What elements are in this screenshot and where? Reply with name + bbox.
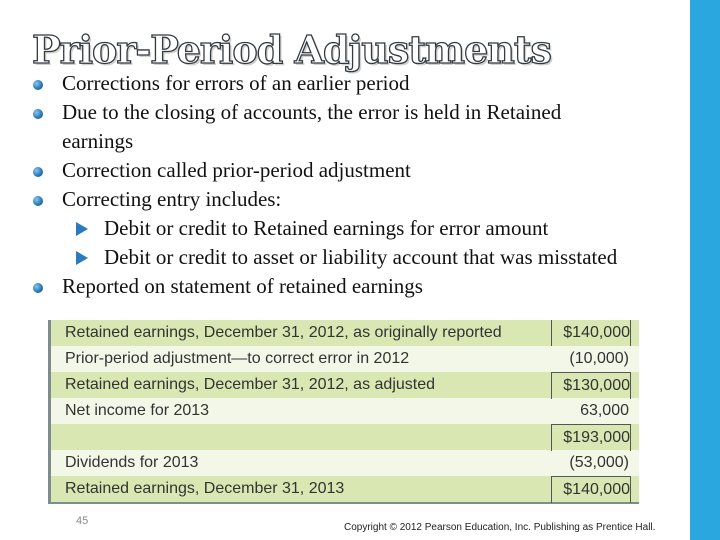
- row-amount: $140,000: [551, 476, 631, 503]
- accent-bar: [690, 0, 720, 540]
- bullet-list: [30, 69, 690, 301]
- sub-bullet-item: [30, 214, 690, 243]
- bullet-item: [30, 156, 690, 185]
- bullet-dot-icon: [33, 283, 43, 293]
- table-row: [51, 372, 639, 398]
- bullet-text: Corrections for errors of an earlier period: [62, 71, 410, 95]
- bullet-dot-icon: [33, 167, 43, 177]
- page-number: 45: [76, 515, 89, 527]
- bullet-dot-icon: [33, 80, 43, 90]
- row-label: Retained earnings, December 31, 2013: [65, 480, 345, 497]
- triangle-arrow-icon: [76, 222, 88, 236]
- table-row: [51, 346, 639, 372]
- bullet-text: Due to the closing of accounts, the error is held in Retained: [62, 100, 562, 124]
- row-label: Retained earnings, December 31, 2012, as originally reported: [65, 324, 502, 341]
- table-row: [51, 320, 639, 346]
- table-row: [51, 450, 639, 476]
- table-row: [51, 476, 639, 502]
- row-amount: (53,000): [569, 454, 629, 471]
- bullet-text: Correction called prior-period adjustment: [62, 158, 411, 182]
- sub-bullet-text: Debit or credit to asset or liability account that was misstated: [104, 245, 618, 269]
- bullet-item: [30, 185, 690, 214]
- row-amount: $130,000: [551, 372, 631, 399]
- table-row: [51, 424, 639, 450]
- sub-bullet-text: Debit or credit to Retained earnings for error amount: [104, 216, 549, 240]
- row-label: Prior-period adjustment—to correct error in 2012: [65, 350, 410, 367]
- bullet-continuation: [30, 127, 690, 156]
- row-amount: $140,000: [551, 320, 631, 346]
- bullet-text: Reported on statement of retained earnings: [62, 274, 423, 298]
- row-amount: (10,000): [569, 350, 629, 367]
- bullet-text: Correcting entry includes:: [62, 187, 282, 211]
- row-label: Retained earnings, December 31, 2012, as adjusted: [65, 376, 436, 393]
- bullet-dot-icon: [33, 109, 43, 119]
- bullet-item: [30, 272, 690, 301]
- table-row: [51, 398, 639, 424]
- retained-earnings-table: [48, 320, 639, 504]
- slide-title: Prior-Period Adjustments: [32, 27, 551, 72]
- row-amount: 63,000: [580, 402, 629, 419]
- row-amount: $193,000: [551, 424, 631, 451]
- row-label: Dividends for 2013: [65, 454, 199, 471]
- bullet-text: earnings: [62, 129, 134, 153]
- bullet-item: [30, 69, 690, 98]
- row-label: Net income for 2013: [65, 402, 210, 419]
- copyright-notice: Copyright © 2012 Pearson Education, Inc. Publishing as Prentice Hall.: [344, 522, 656, 533]
- sub-bullet-item: [30, 243, 690, 272]
- bullet-dot-icon: [33, 196, 43, 206]
- triangle-arrow-icon: [76, 251, 88, 265]
- bullet-item: [30, 98, 690, 127]
